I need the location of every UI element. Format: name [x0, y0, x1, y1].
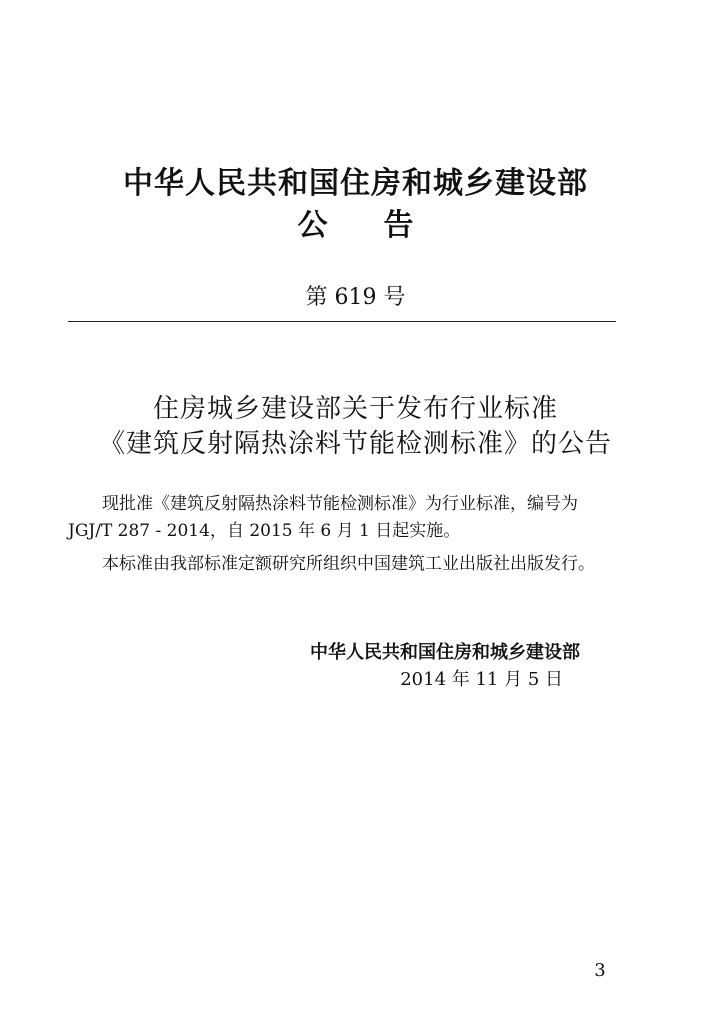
- document-type-heading: 公告: [297, 208, 470, 243]
- body-paragraph-publication: 本标准由我部标准定额研究所组织中国建筑工业出版社出版发行。: [102, 554, 595, 574]
- page-number: 3: [594, 960, 606, 981]
- ministry-heading: 中华人民共和国住房和城乡建设部: [123, 166, 588, 201]
- announcement-title-line-1: 住房城乡建设部关于发布行业标准: [152, 394, 558, 424]
- header-divider: [68, 321, 616, 322]
- document-number: 第 619 号: [305, 285, 406, 310]
- issuer-signature: 中华人民共和国住房和城乡建设部: [310, 642, 580, 663]
- announcement-title-line-2: 《建筑反射隔热涂料节能检测标准》的公告: [98, 429, 612, 459]
- issue-date: 2014 年 11 月 5 日: [400, 669, 563, 690]
- body-paragraph-approval: 现批准《建筑反射隔热涂料节能检测标准》为行业标准，编号为 JGJ/T 287 - 2014，自 2015 年 6 月 1 日起实施。: [68, 494, 578, 541]
